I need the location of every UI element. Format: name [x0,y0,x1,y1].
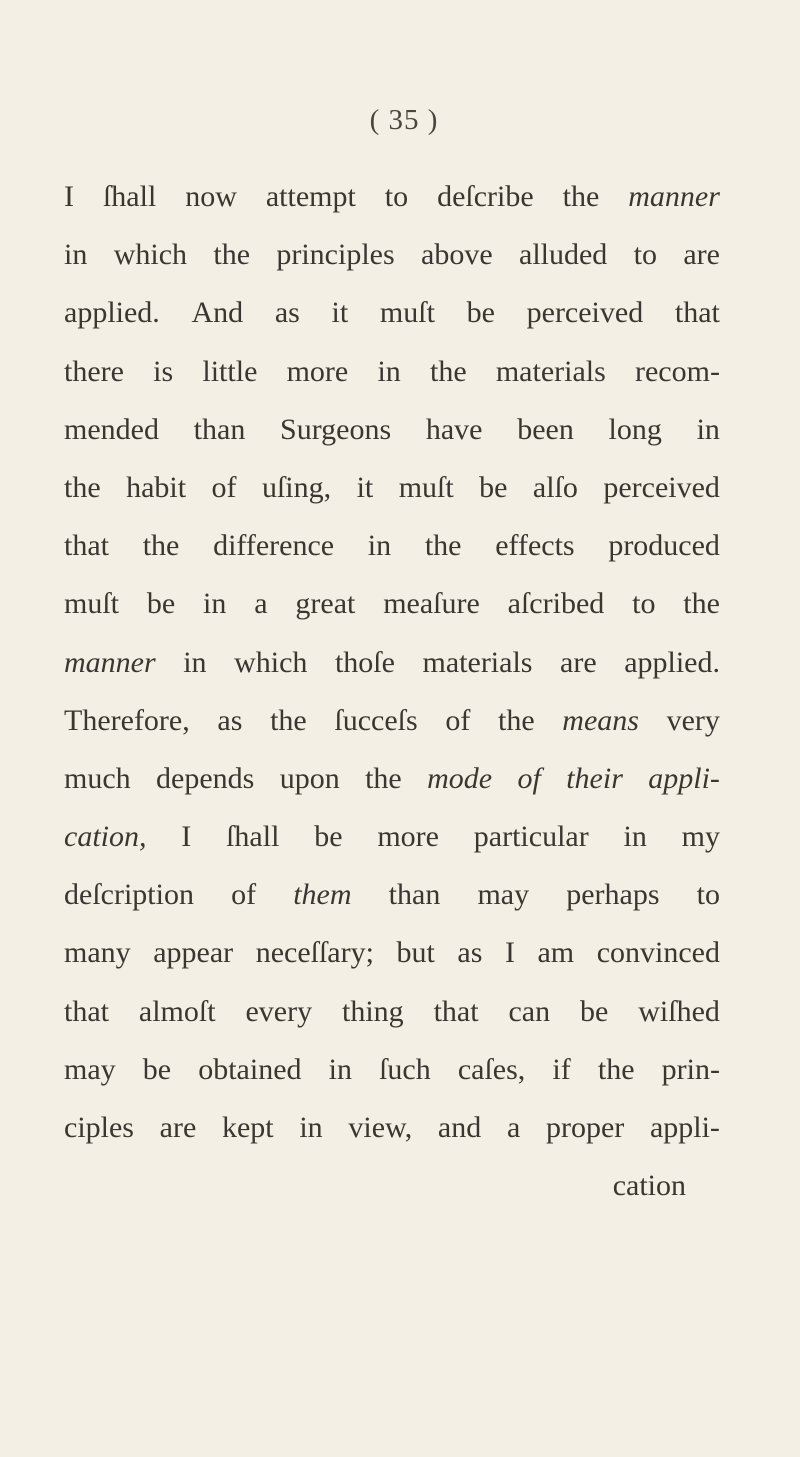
word: may [477,878,530,912]
word: the [424,529,462,563]
word: materials [495,354,606,388]
word: long [608,412,662,446]
word: are [159,1111,197,1144]
word: there [64,354,124,388]
word: be [580,994,609,1028]
word: alluded [519,238,608,272]
word: now [185,180,237,213]
body-text [64,168,720,1215]
word: muſt [64,587,120,621]
page-number: ( 35 ) [369,104,439,136]
word: a [254,587,268,621]
word: be [142,1052,172,1086]
word: my [681,820,720,854]
word: be [479,470,508,504]
italic-word: manner [64,645,156,679]
word: muſt [398,470,454,504]
word: the [429,354,467,388]
word: a [506,1111,521,1144]
word: in [328,1052,352,1086]
word: more [377,820,439,854]
word: than [193,412,246,446]
word: am [537,936,575,970]
italic-word: their [566,761,623,795]
italic-word: mode [427,761,493,795]
word: great [295,587,356,621]
word: difference [213,529,335,563]
word: it [331,296,349,330]
text-line [64,634,720,692]
word: more [286,354,349,388]
word: the [597,1052,635,1086]
word: to [696,878,720,912]
text-line [64,517,720,575]
word: Therefore, [64,703,190,737]
text-line [64,575,720,633]
word: been [517,412,574,446]
word: the [562,180,600,213]
italic-word: cation, [64,820,147,854]
word: very [666,703,720,737]
text-line [64,1099,720,1157]
word: I [504,936,515,970]
word: caſes, [457,1052,526,1086]
word: above [421,238,493,272]
italic-word: means [562,703,639,737]
word: the [213,238,251,272]
word: deſcription [64,878,194,912]
word: which [113,238,188,272]
word: in [367,529,392,563]
word: as [457,936,483,970]
italic-word: manner [628,180,720,213]
word: I [181,820,192,854]
word: obtained [198,1052,302,1086]
word: of [231,878,257,912]
text-line [64,459,720,517]
word: the [683,587,720,621]
word: wiſhed [638,994,720,1028]
word: which [234,645,308,679]
text-line [64,284,720,342]
word: as [217,703,243,737]
text-line [64,750,720,808]
word: recom- [635,354,720,388]
italic-word: appli- [648,761,720,795]
word: deſcribe [437,180,534,213]
text-line [64,808,720,866]
word: kept [221,1111,274,1144]
word: may [64,1052,116,1086]
word: in [299,1111,323,1144]
word: be [314,820,343,854]
word: neceſſary; [255,936,374,970]
word: be [466,296,495,330]
word: the [64,470,101,504]
word: particular [473,820,589,854]
word: that [433,994,479,1028]
word: much [64,761,131,795]
word: have [425,412,483,446]
word: mended [64,412,159,446]
word: in [623,820,647,854]
word: depends [156,761,255,795]
word: every [245,994,313,1028]
word: in [64,238,88,272]
word: view, [348,1111,413,1144]
text-line [64,168,720,226]
word: than [388,878,441,912]
word: if [552,1052,571,1086]
word: be [146,587,176,621]
word: of [445,703,471,737]
word: effects [495,529,575,563]
word: appear [153,936,234,970]
word: principles [276,238,395,272]
word: as [274,296,300,330]
word: I [64,180,74,213]
word: attempt [265,180,356,213]
word: to [632,587,656,621]
word: aſcribed [507,587,605,621]
catchword-line [64,1157,720,1215]
word: Surgeons [280,412,392,446]
word: in [203,587,227,621]
word: to [633,238,657,272]
word: are [683,238,720,272]
word: applied. [624,645,720,679]
word: that [64,529,109,563]
text-line [64,343,720,401]
word: materials [422,645,533,679]
word: that [64,994,109,1028]
word: almoſt [138,994,216,1028]
word: in [377,354,401,388]
word: produced [608,529,720,563]
text-line [64,866,720,924]
word: ſuch [379,1052,431,1086]
word: applied. [64,296,160,330]
word: are [560,645,597,679]
catchword: cation [612,1169,686,1203]
text-line [64,983,720,1041]
text-line [64,924,720,982]
word: the [497,703,535,737]
word: of [211,470,237,504]
word: ſhall [226,820,280,854]
text-line [64,1041,720,1099]
word: And [191,296,244,330]
word: ſhall [102,180,157,213]
word: ſucceſs [334,703,418,737]
word: appli- [649,1111,720,1144]
word: thoſe [334,645,395,679]
word: it [356,470,374,504]
word: ciples [64,1111,134,1144]
word: muſt [379,296,435,330]
text-line [64,401,720,459]
word: to [384,180,409,213]
word: is [153,354,174,388]
word: in [696,412,720,446]
word: and [437,1111,482,1144]
word: that [674,296,720,330]
word: prin- [661,1052,720,1086]
word: habit [126,470,187,504]
word: perhaps [566,878,660,912]
word: proper [545,1111,625,1144]
word: perceived [526,296,644,330]
word: can [508,994,551,1028]
word: in [183,645,207,679]
word: alſo [532,470,578,504]
word: the [365,761,402,795]
word: perceived [603,470,720,504]
word: many [64,936,131,970]
word: thing [342,994,404,1028]
word: but [396,936,435,970]
word: uſing, [261,470,332,504]
italic-word: them [293,878,352,912]
word: upon [279,761,340,795]
word: the [142,529,180,563]
word: little [202,354,258,388]
text-line [64,226,720,284]
word: convinced [596,936,720,970]
word: meaſure [383,587,480,621]
word: the [270,703,307,737]
italic-word: of [517,761,541,795]
text-line [64,692,720,750]
